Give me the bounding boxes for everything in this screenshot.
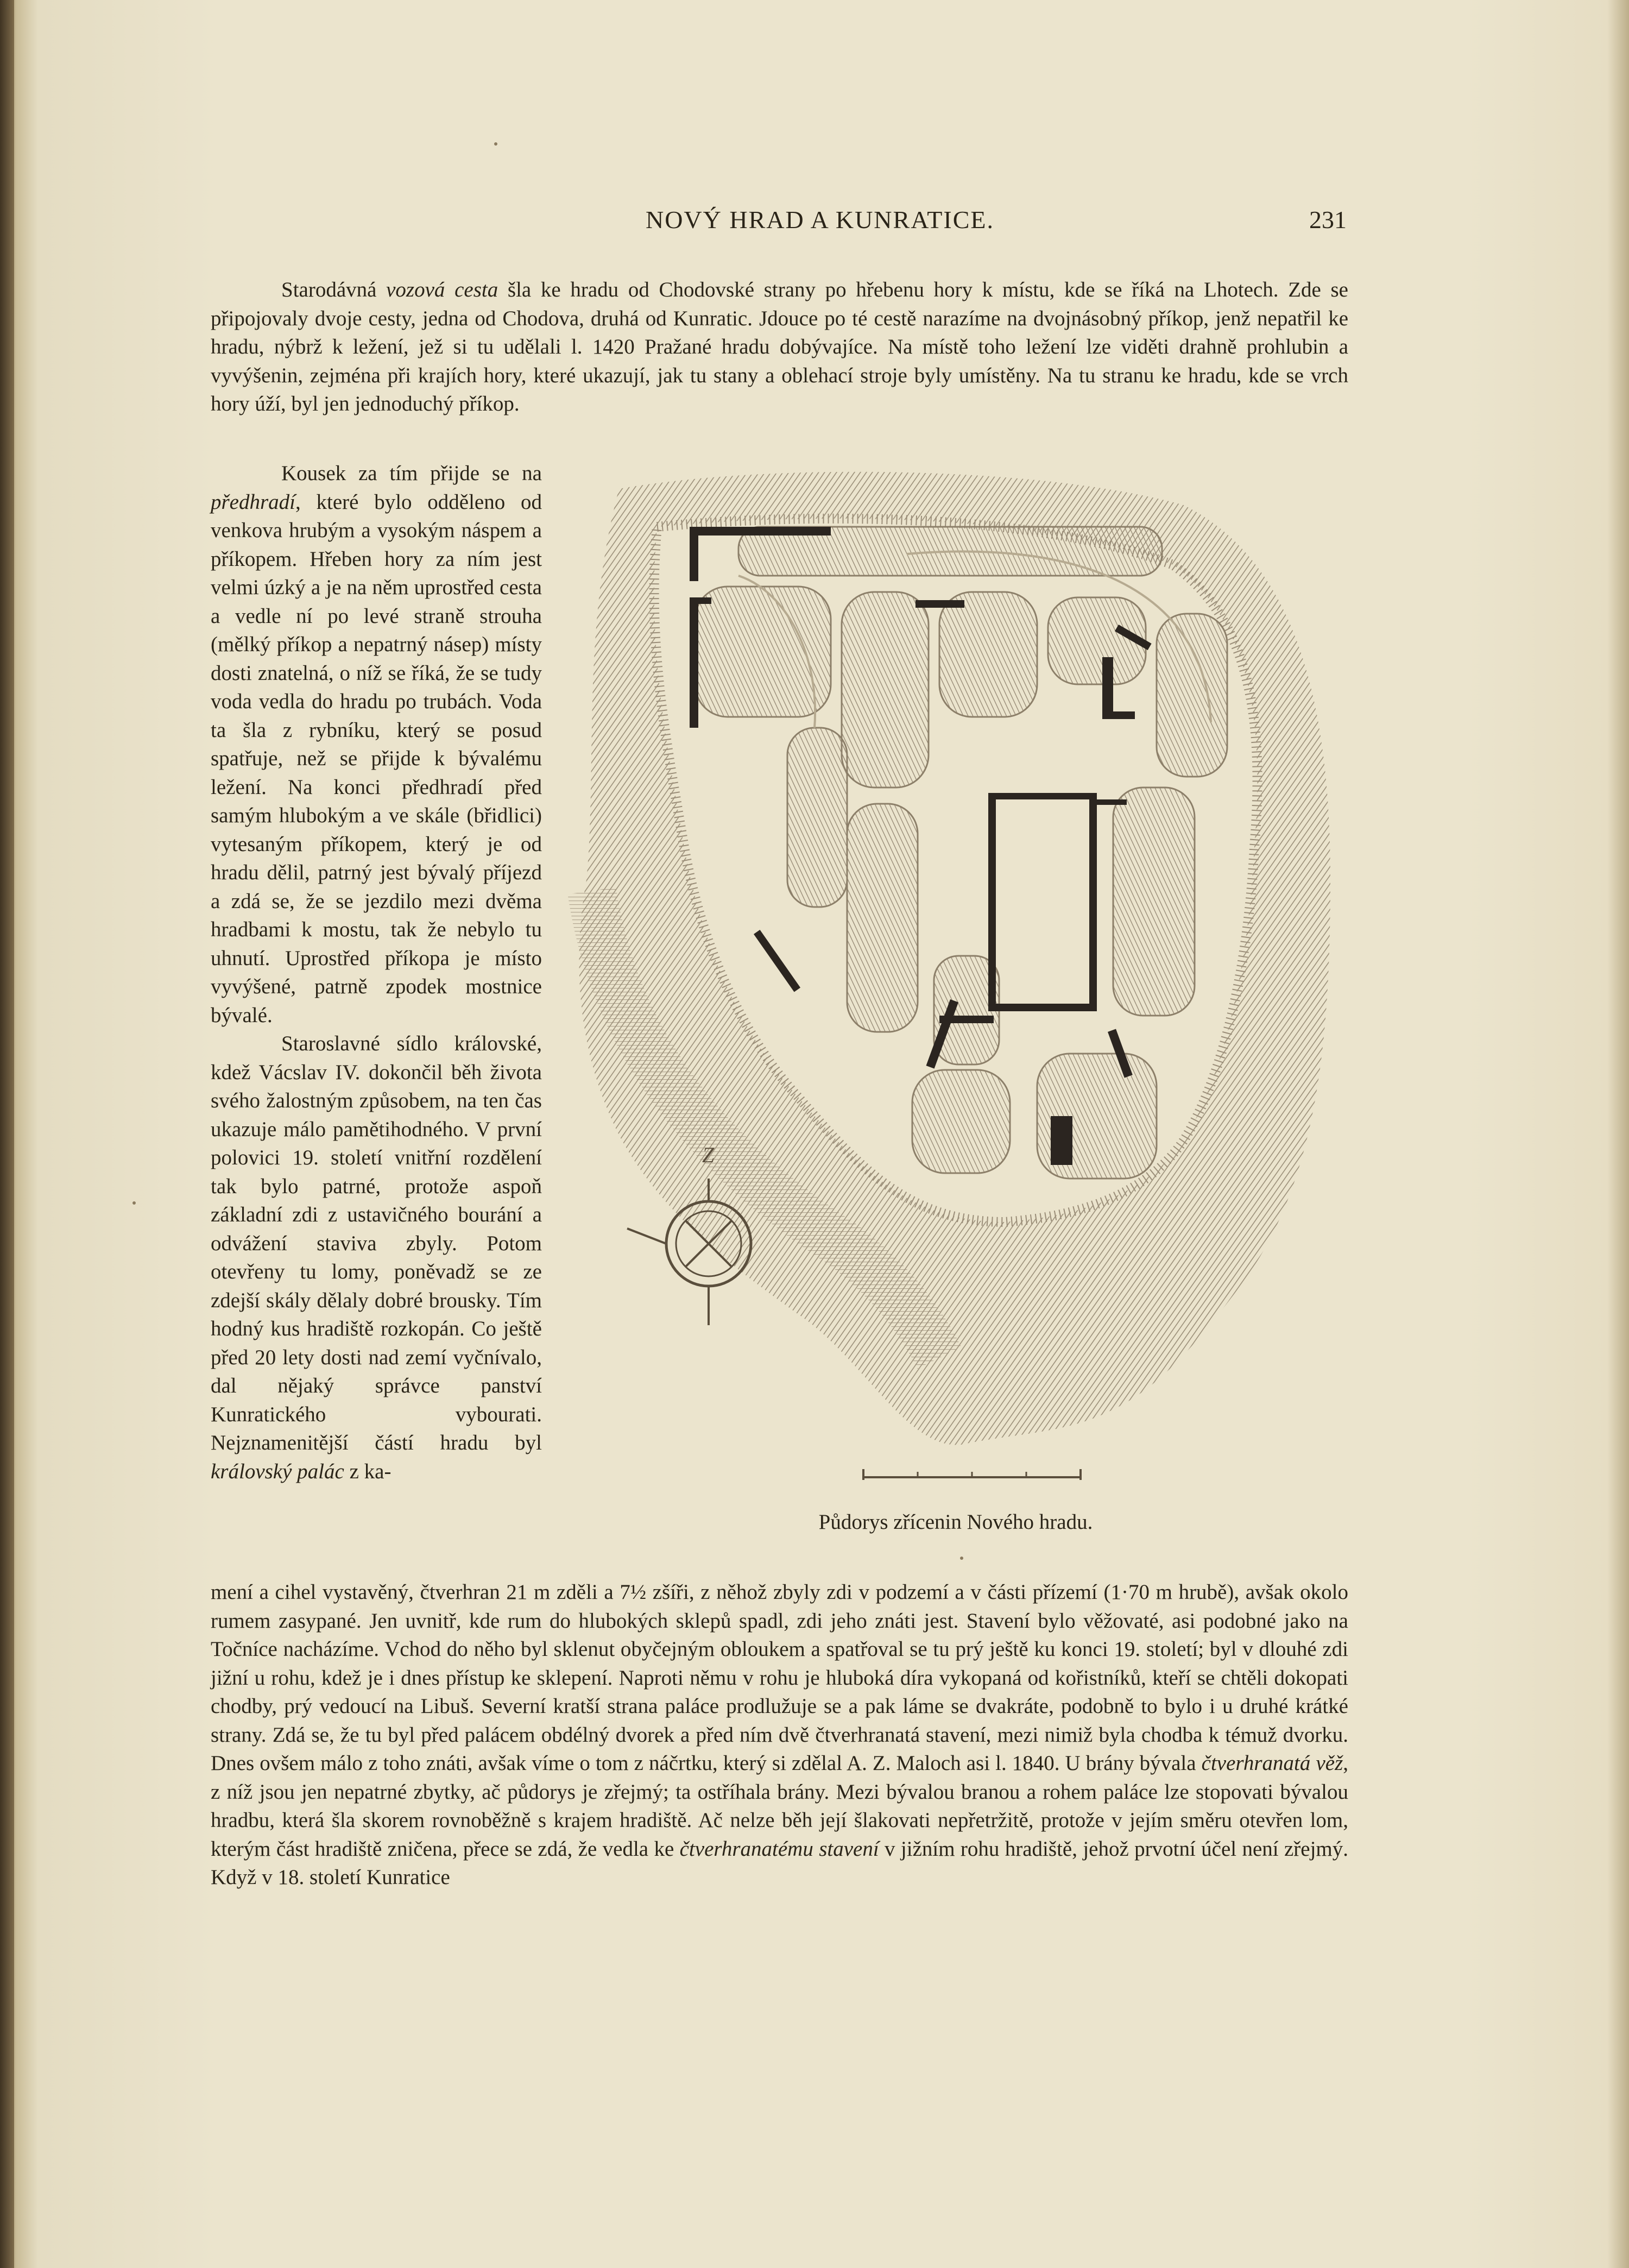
mound-south-1 <box>847 804 918 1032</box>
wide-continuation <box>211 1578 1348 1892</box>
text-run: mení a cihel vystavěný, čtverhran 21 m zděli a 7½ zšíři, z něhož zbyly zdi v podzemí a v části přízemí (1·70 m hrubě), avšak okolo rumem zasypané. Jen uvnitř, kde rum do hlubokých sklepů spadl, zdi jeho znáti jest. Stavení bylo věžovaté, asi podobné jako na Točníce nacházíme. Vchod do něho byl sklenut obyčejným obloukem a spatřoval se tu prý ještě ku konci 19. století; byl v dlouhé zdi jižní u rohu, kdež je i dnes přístup ke sklepení. Naproti němu v rohu je hluboká díra vykopaná od kořistníků, kteří se chtěli dokopati chodby, prý vedoucí na Libuš. Severní kratší strana paláce prodlužuje se a pak láme se dvakráte, podobně to bylo i u druhé krátké strany. Zdá se, že tu byl před palácem obdélný dvorek a před ním dvě čtverhranatá stavení, mezi nimiž byla chodba k témuž dvorku. Dnes ovšem málo z toho znáti, avšak víme o tom z náčrtku, který si zdělal A. Z. Maloch asi l. 1840. U brány bývala <box>211 1580 1348 1775</box>
text-run: , které bylo odděleno od venkova hrubým a vysokým náspem a příkopem. Hřeben hory za ním jest velmi úzký a je na něm uprostřed cesta a vedle ní po levé straně strouha (mělký příkop a nepatrný násep) místy dosti znatelná, o níž se říká, že se tudy voda vedla do hradu po trubách. Voda ta šla z rybníku, který se posud spatřuje, než se přijde k bývalému ležení. Na konci předhradí před samým hlubokým a ve skále (břidlici) vytesaným příkopem, který je od hradu dělil, patrný jest bývalý příjezd a zdá se, že se jezdilo mezi dvěma hradbami k mostu, tak že nebylo tu uhnutí. Uprostřed příkopa je místo vyvýšené, patrně zpodek mostnice bývalé. <box>211 490 542 1027</box>
page-header <box>293 205 1347 238</box>
mound-east-1 <box>1048 597 1146 684</box>
predhradi-paragraph <box>211 459 542 1030</box>
text-run: Kousek za tím přijde se na <box>281 462 542 485</box>
mound-east-3 <box>1113 788 1195 1016</box>
mound-center-north <box>939 592 1037 717</box>
mound-south-4 <box>912 1070 1010 1173</box>
text-run: Starodávná <box>281 278 387 301</box>
intro-paragraph <box>211 276 1348 419</box>
sidlo-paragraph <box>211 1030 542 1486</box>
narrow-column <box>211 459 542 1486</box>
emphasis-ctverhranate-staveni: čtverhranatému stavení <box>679 1837 879 1861</box>
emphasis-predhradi: předhradí <box>211 490 295 514</box>
castle-ground-plan <box>559 467 1341 1499</box>
text-run: z ka- <box>344 1459 392 1483</box>
scale-bar <box>863 1469 1081 1480</box>
ink-speck <box>132 1201 136 1205</box>
page-number: 231 <box>1309 206 1347 234</box>
ink-speck <box>960 1557 963 1560</box>
emphasis-kralovsky-palac: královský palác <box>211 1459 344 1483</box>
mound-gate-area <box>842 592 929 788</box>
emphasis-vozova-cesta: vozová cesta <box>386 278 498 301</box>
running-head: NOVÝ HRAD A KUNRATICE. <box>645 206 995 234</box>
book-gutter <box>0 0 14 2268</box>
ink-speck <box>494 142 497 146</box>
figure-caption: Půdorys zřícenin Nového hradu. <box>818 1510 1093 1534</box>
emphasis-ctverhranata-vez: čtverhranatá věž <box>1201 1752 1343 1775</box>
text-run: Staroslavné sídlo královské, kdež Vácslav IV. dokončil běh života svého žalostným způsobem, na ten čas ukazuje málo pamětihodného. V první polovici 19. století vnitřní rozdělení tak bylo patrné, protože aspoň základní zdi z ustavičného bourání a odvážení staviva zbyly. Potom otevřeny tu lomy, poněvadž se ze zdejší skály dělaly dobré brousky. Tím hodný kus hradiště rozkopán. Co ještě před 20 lety dosti nad zemí vyčnívalo, dal nějaký správce panství Kunratického vybourati. Nejznamenitější částí hradu byl <box>211 1032 542 1454</box>
mound-east-2 <box>1157 614 1227 777</box>
text-run: v jižním rohu hradiště, jehož prvotní účel není zřejmý. Když v 18. století Kunratice <box>211 1837 1348 1889</box>
text-run: , z níž jsou jen nepatrné zbytky, ač půdorys je zřejmý; ta ostříhala brány. Mezi bývalou branou a rohem paláce lze stopovati bývalou hradbu, která šla skorem rovnoběžně s krajem hradiště. Ač nelze běh její šlakovati nepřetržitě, protože v jejím směru otevřen lom, kterým část hradiště zničena, přece se zdá, že vedla ke <box>211 1752 1348 1861</box>
text-run: šla ke hradu od Chodovské strany po hřebenu hory k místu, kde se říká na Lhotech. Zde se připojovaly dvoje cesty, jedna od Chodova, druhá od Kunratic. Jdouce po té cestě narazíme na dvojnásobný příkop, jenž nepatřil ke hradu, nýbrž k ležení, jež si tu udělali l. 1420 Pražané hradu dobývajíce. Na místě toho ležení lze viděti drahně prohlubin a vyvýšenin, zejména při krajích hory, které ukazují, jak tu stany a oblehací stroje byly umístěny. Na tu stranu ke hradu, kde se vrch hory úží, byl jen jednoduchý příkop. <box>211 278 1348 415</box>
mound-west-1 <box>787 728 847 907</box>
compass-label: Z <box>702 1143 715 1167</box>
mound-nw-court <box>695 587 831 717</box>
palace-outline <box>988 793 1097 799</box>
